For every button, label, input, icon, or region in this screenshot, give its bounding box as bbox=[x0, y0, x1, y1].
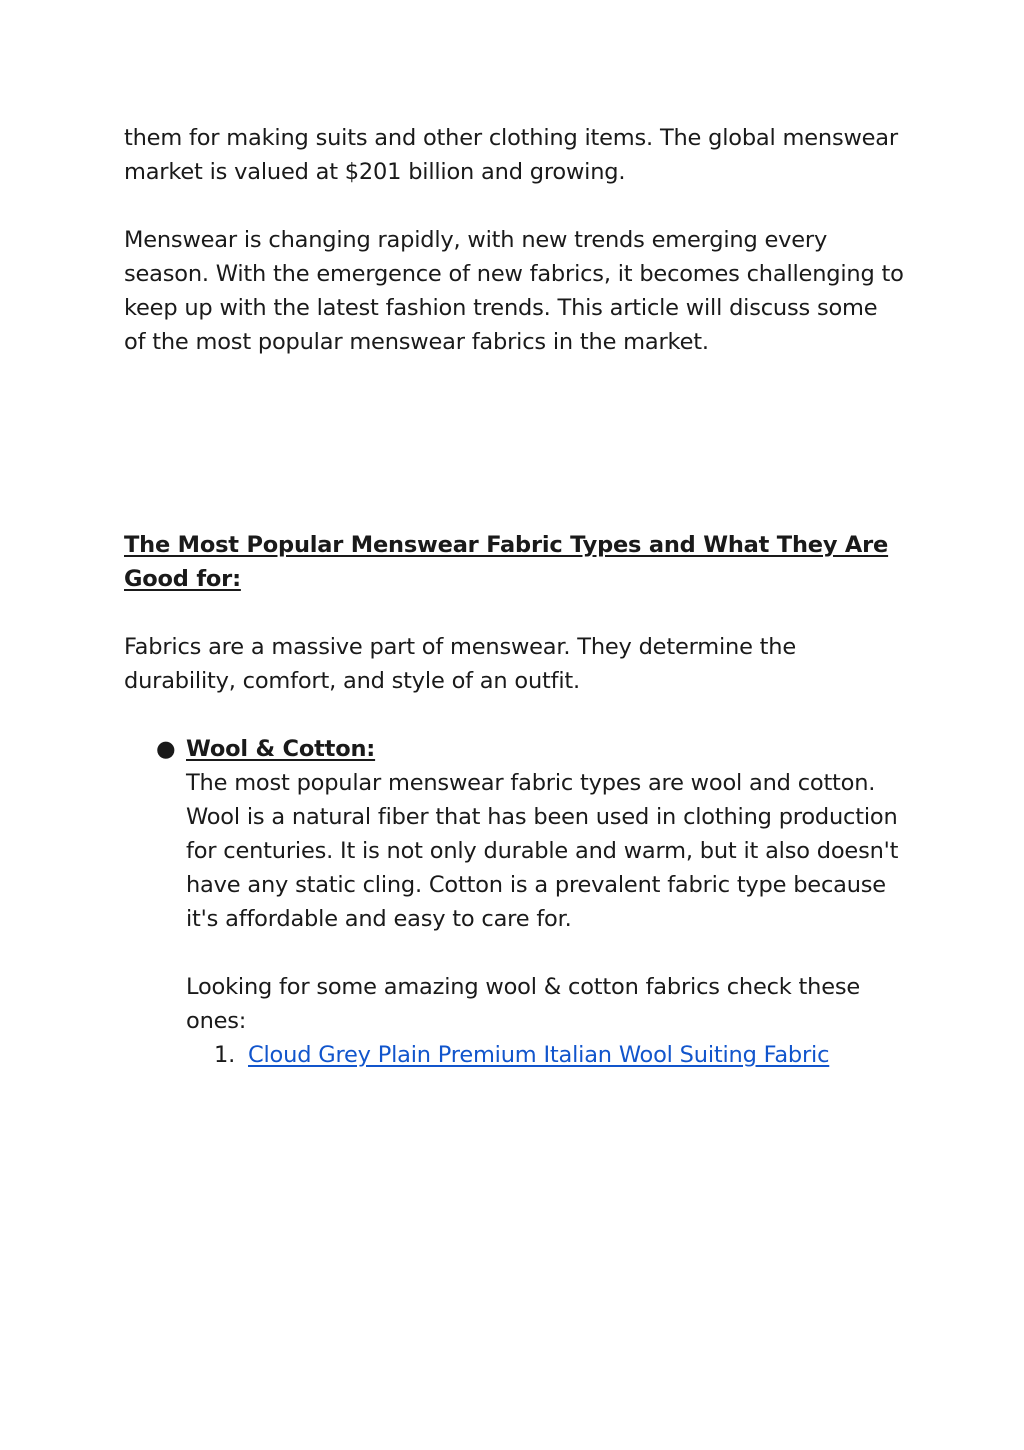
section-heading: The Most Popular Menswear Fabric Types and What They Are Good for: bbox=[124, 532, 889, 592]
bullet-lead-in: Looking for some amazing wool & cotton fabrics check these ones: bbox=[186, 974, 861, 1034]
bullet-title: Wool & Cotton: bbox=[186, 736, 376, 762]
bullet-body: The most popular menswear fabric types are wool and cotton. Wool is a natural fiber that has been used in clothing production for centuries. It is not only durable and warm, but it also doesn't have any static cling. Cotton is a prevalent fabric type because it's affordable and easy to care for. bbox=[186, 770, 899, 932]
list-item bbox=[156, 732, 904, 1072]
fabric-link-list bbox=[186, 1038, 904, 1072]
list-item bbox=[214, 1038, 904, 1072]
document-page bbox=[124, 121, 904, 1072]
trends-paragraph: Menswear is changing rapidly, with new trends emerging every season. With the emergence of new fabrics, it becomes challenging to keep up with the latest fashion trends. This article will discuss some of the most popular menswear fabrics in the market. bbox=[124, 227, 904, 355]
section-intro-paragraph: Fabrics are a massive part of menswear. They determine the durability, comfort, and style of an outfit. bbox=[124, 634, 796, 694]
fabric-list bbox=[124, 732, 904, 1072]
bullet-icon: ● bbox=[156, 736, 176, 762]
fabric-link[interactable]: Cloud Grey Plain Premium Italian Wool Suiting Fabric bbox=[248, 1042, 830, 1068]
list-number: 1. bbox=[214, 1042, 236, 1068]
intro-paragraph: them for making suits and other clothing items. The global menswear market is valued at $201 billion and growing. bbox=[124, 125, 898, 185]
